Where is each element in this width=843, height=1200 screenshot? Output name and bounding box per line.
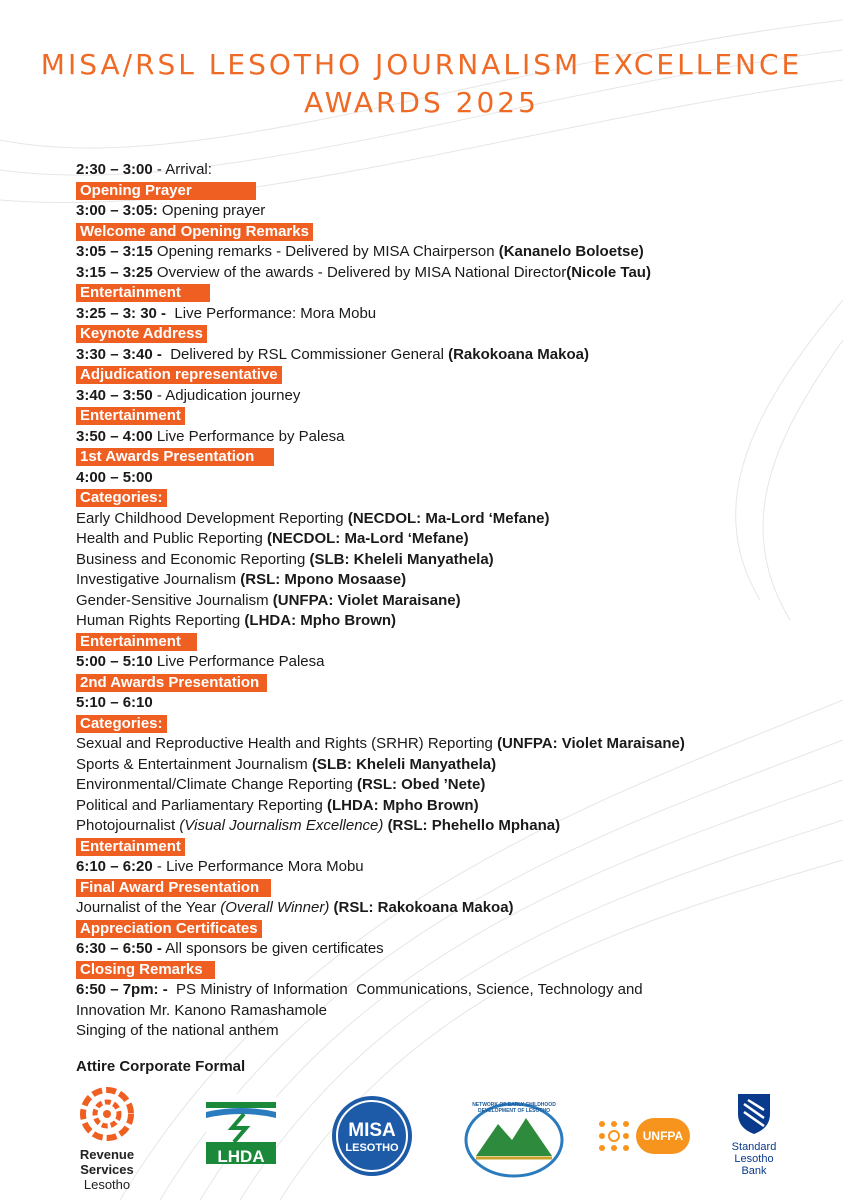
item-text: Health and Public Reporting [76,530,267,547]
unfpa-label: UNFPA [636,1118,690,1154]
schedule-time: 3:30 – 3:40 - [76,345,162,363]
item-text: Live Performance by Palesa [152,427,345,445]
schedule-item [76,652,816,673]
presenter-name: (RSL: Obed ’Nete) [356,776,486,793]
item-text: Business and Economic Reporting [76,550,310,568]
award-note: (Visual Journalism Excellence) [179,817,384,834]
item-text: Overview of the awards - Delivered by MISA National Director [152,263,567,281]
category-item [76,550,816,571]
item-text: Investigative Journalism [76,571,241,588]
section-header-row [76,878,816,899]
award-note: (Overall Winner) [220,899,330,916]
item-text: Opening prayer [157,202,266,219]
presenter-name: (LHDA: Mpho Brown) [326,796,479,814]
schedule-time: 3:15 – 3:25 [76,263,153,281]
title-line-1: MISA/RSL LESOTHO JOURNALISM EXCELLENCE [40,48,803,81]
section-header-row [76,960,816,981]
section-header: Adjudication representative [76,366,282,384]
schedule-item [76,386,816,407]
misa-label: MISA [348,1120,396,1141]
category-item [76,755,816,776]
slb-name-line-2: Lesotho [734,1153,774,1165]
presenter-name: (SLB: Kheleli Manyathela) [311,755,497,773]
section-header-row [76,919,816,940]
schedule-item [76,693,816,714]
schedule-time: 3:00 – 3:05: [76,202,158,219]
presenter-name: (Rakokoana Makoa) [448,345,589,363]
section-header-row [76,714,816,735]
item-text: Journalist of the Year [76,899,221,916]
section-header-row [76,365,816,386]
schedule-item [76,345,816,366]
section-header-row [76,632,816,653]
schedule-item [76,939,816,960]
item-text: All sponsors be given certificates [161,940,384,957]
section-header: Closing Remarks [76,961,215,979]
section-header: Opening Prayer [76,182,256,200]
section-header: Welcome and Opening Remarks [76,223,313,241]
schedule-item [76,304,816,325]
schedule-item [76,201,816,222]
category-item [76,1001,816,1022]
schedule-time: 6:10 – 6:20 [76,858,153,875]
section-header-row [76,283,816,304]
section-header-row [76,324,816,345]
section-header: Entertainment [76,838,185,856]
item-text: - Arrival: [152,161,212,178]
item-text: Environmental/Climate Change Reporting [76,776,357,793]
page-title [0,46,843,122]
misa-logo [330,1094,414,1178]
schedule-time: 3:25 – 3: 30 - [76,304,167,322]
schedule-item [76,242,816,263]
necdol-logo [462,1100,566,1178]
schedule-time: 3:05 – 3:15 [76,243,153,260]
item-text: Sexual and Reproductive Health and Rights (SRHR) Reporting [76,735,498,752]
lhda-logo [206,1094,276,1164]
rsl-name-line-2: Services [80,1162,134,1177]
schedule-item [76,468,816,489]
item-text: Early Childhood Development Reporting [76,509,348,527]
unfpa-dots-icon [596,1118,632,1154]
slb-logo [722,1090,786,1177]
presenter-name: (RSL: Mpono Mosaase) [240,571,407,588]
item-text: Photojournalist [76,817,180,834]
section-header-row [76,406,816,427]
category-item [76,796,816,817]
category-item [76,611,816,632]
schedule-time: 2:30 – 3:00 [76,161,153,178]
item-text: Human Rights Reporting [76,612,245,629]
section-header-row [76,837,816,858]
presenter-name: (NECDOL: Ma-Lord ‘Mefane) [347,509,550,527]
section-header: Categories: [76,715,167,733]
item-text: Gender-Sensitive Journalism [76,591,273,609]
section-header-row [76,673,816,694]
presenter-name: (Kananelo Boloetse) [498,243,644,260]
section-header: Final Award Presentation [76,879,271,897]
presenter-name: (RSL: Phehello Mphana) [387,817,561,834]
presenter-name: (Nicole Tau) [566,263,651,281]
schedule-item [76,857,816,878]
section-header-row [76,222,816,243]
section-header-row [76,181,816,202]
schedule-time: 3:50 – 4:00 [76,427,153,445]
attire-note: Attire Corporate Formal [76,1058,246,1075]
item-text: Live Performance Palesa [152,653,325,670]
category-item [76,775,816,796]
lhda-label: LHDA [217,1147,265,1166]
unfpa-logo [596,1114,696,1158]
slb-name-line-1: Standard [731,1141,777,1153]
schedule-time: 6:50 – 7pm: - [76,981,168,998]
schedule-item [76,980,816,1001]
program-schedule [76,160,816,1042]
rsl-name-line-3: Lesotho [83,1177,131,1192]
presenter-name: (UNFPA: Violet Maraisane) [272,591,461,609]
presenter-name: (LHDA: Mpho Brown) [244,612,397,629]
presenter-name: (NECDOL: Ma-Lord ‘Mefane) [266,530,469,547]
category-item [76,529,816,550]
schedule-time: 5:10 – 6:10 [76,694,153,711]
item-text: Live Performance: Mora Mobu [166,304,377,322]
schedule-time: 6:30 – 6:50 - [76,940,162,957]
section-header: Entertainment [76,284,210,302]
rsl-emblem-icon [79,1086,135,1142]
section-header: Entertainment [76,633,197,651]
item-text: Sports & Entertainment Journalism [76,755,312,773]
item-text: Innovation Mr. Kanono Ramashamole [76,1001,327,1019]
section-header: Keynote Address [76,325,207,343]
item-text: Singing of the national anthem [76,1022,279,1039]
item-text: - Live Performance Mora Mobu [152,858,364,875]
section-header: 2nd Awards Presentation [76,674,267,692]
section-header-row [76,488,816,509]
section-header: Categories: [76,489,167,507]
category-item [76,591,816,612]
presenter-name: (SLB: Kheleli Manyathela) [309,550,494,568]
section-header: Entertainment [76,407,185,425]
presenter-name: (RSL: Rakokoana Makoa) [333,899,514,916]
necdol-label: NETWORK OF EARLY CHILDHOOD DEVELOPMENT OF LESOTHO [472,1102,556,1114]
rsl-logo [62,1086,152,1192]
section-header-row [76,447,816,468]
title-line-2: AWARDS 2025 [304,86,539,119]
schedule-time: 5:00 – 5:10 [76,653,153,670]
lhda-river-icon [206,1094,276,1142]
schedule-time: 4:00 – 5:00 [76,468,153,486]
category-item [76,898,816,919]
slb-shield-icon [734,1090,774,1136]
item-text: Political and Parliamentary Reporting [76,796,327,814]
section-header: Appreciation Certificates [76,920,262,938]
item-text: PS Ministry of Information Communications, Science, Technology and [167,981,643,998]
category-item [76,1021,816,1042]
misa-sublabel: LESOTHO [345,1142,399,1154]
schedule-time: 3:40 – 3:50 [76,386,153,404]
category-item [76,734,816,755]
slb-name-line-3: Bank [741,1165,767,1177]
category-item [76,570,816,591]
section-header: 1st Awards Presentation [76,448,274,466]
category-item [76,816,816,837]
presenter-name: (UNFPA: Violet Maraisane) [497,735,685,752]
rsl-name-line-1: Revenue [79,1147,135,1162]
item-text: - Adjudication journey [152,386,301,404]
item-text: Delivered by RSL Commissioner General [161,345,449,363]
item-text: Opening remarks - Delivered by MISA Chairperson [152,243,499,260]
category-item [76,509,816,530]
schedule-item [76,263,816,284]
schedule-item [76,427,816,448]
schedule-item [76,160,816,181]
